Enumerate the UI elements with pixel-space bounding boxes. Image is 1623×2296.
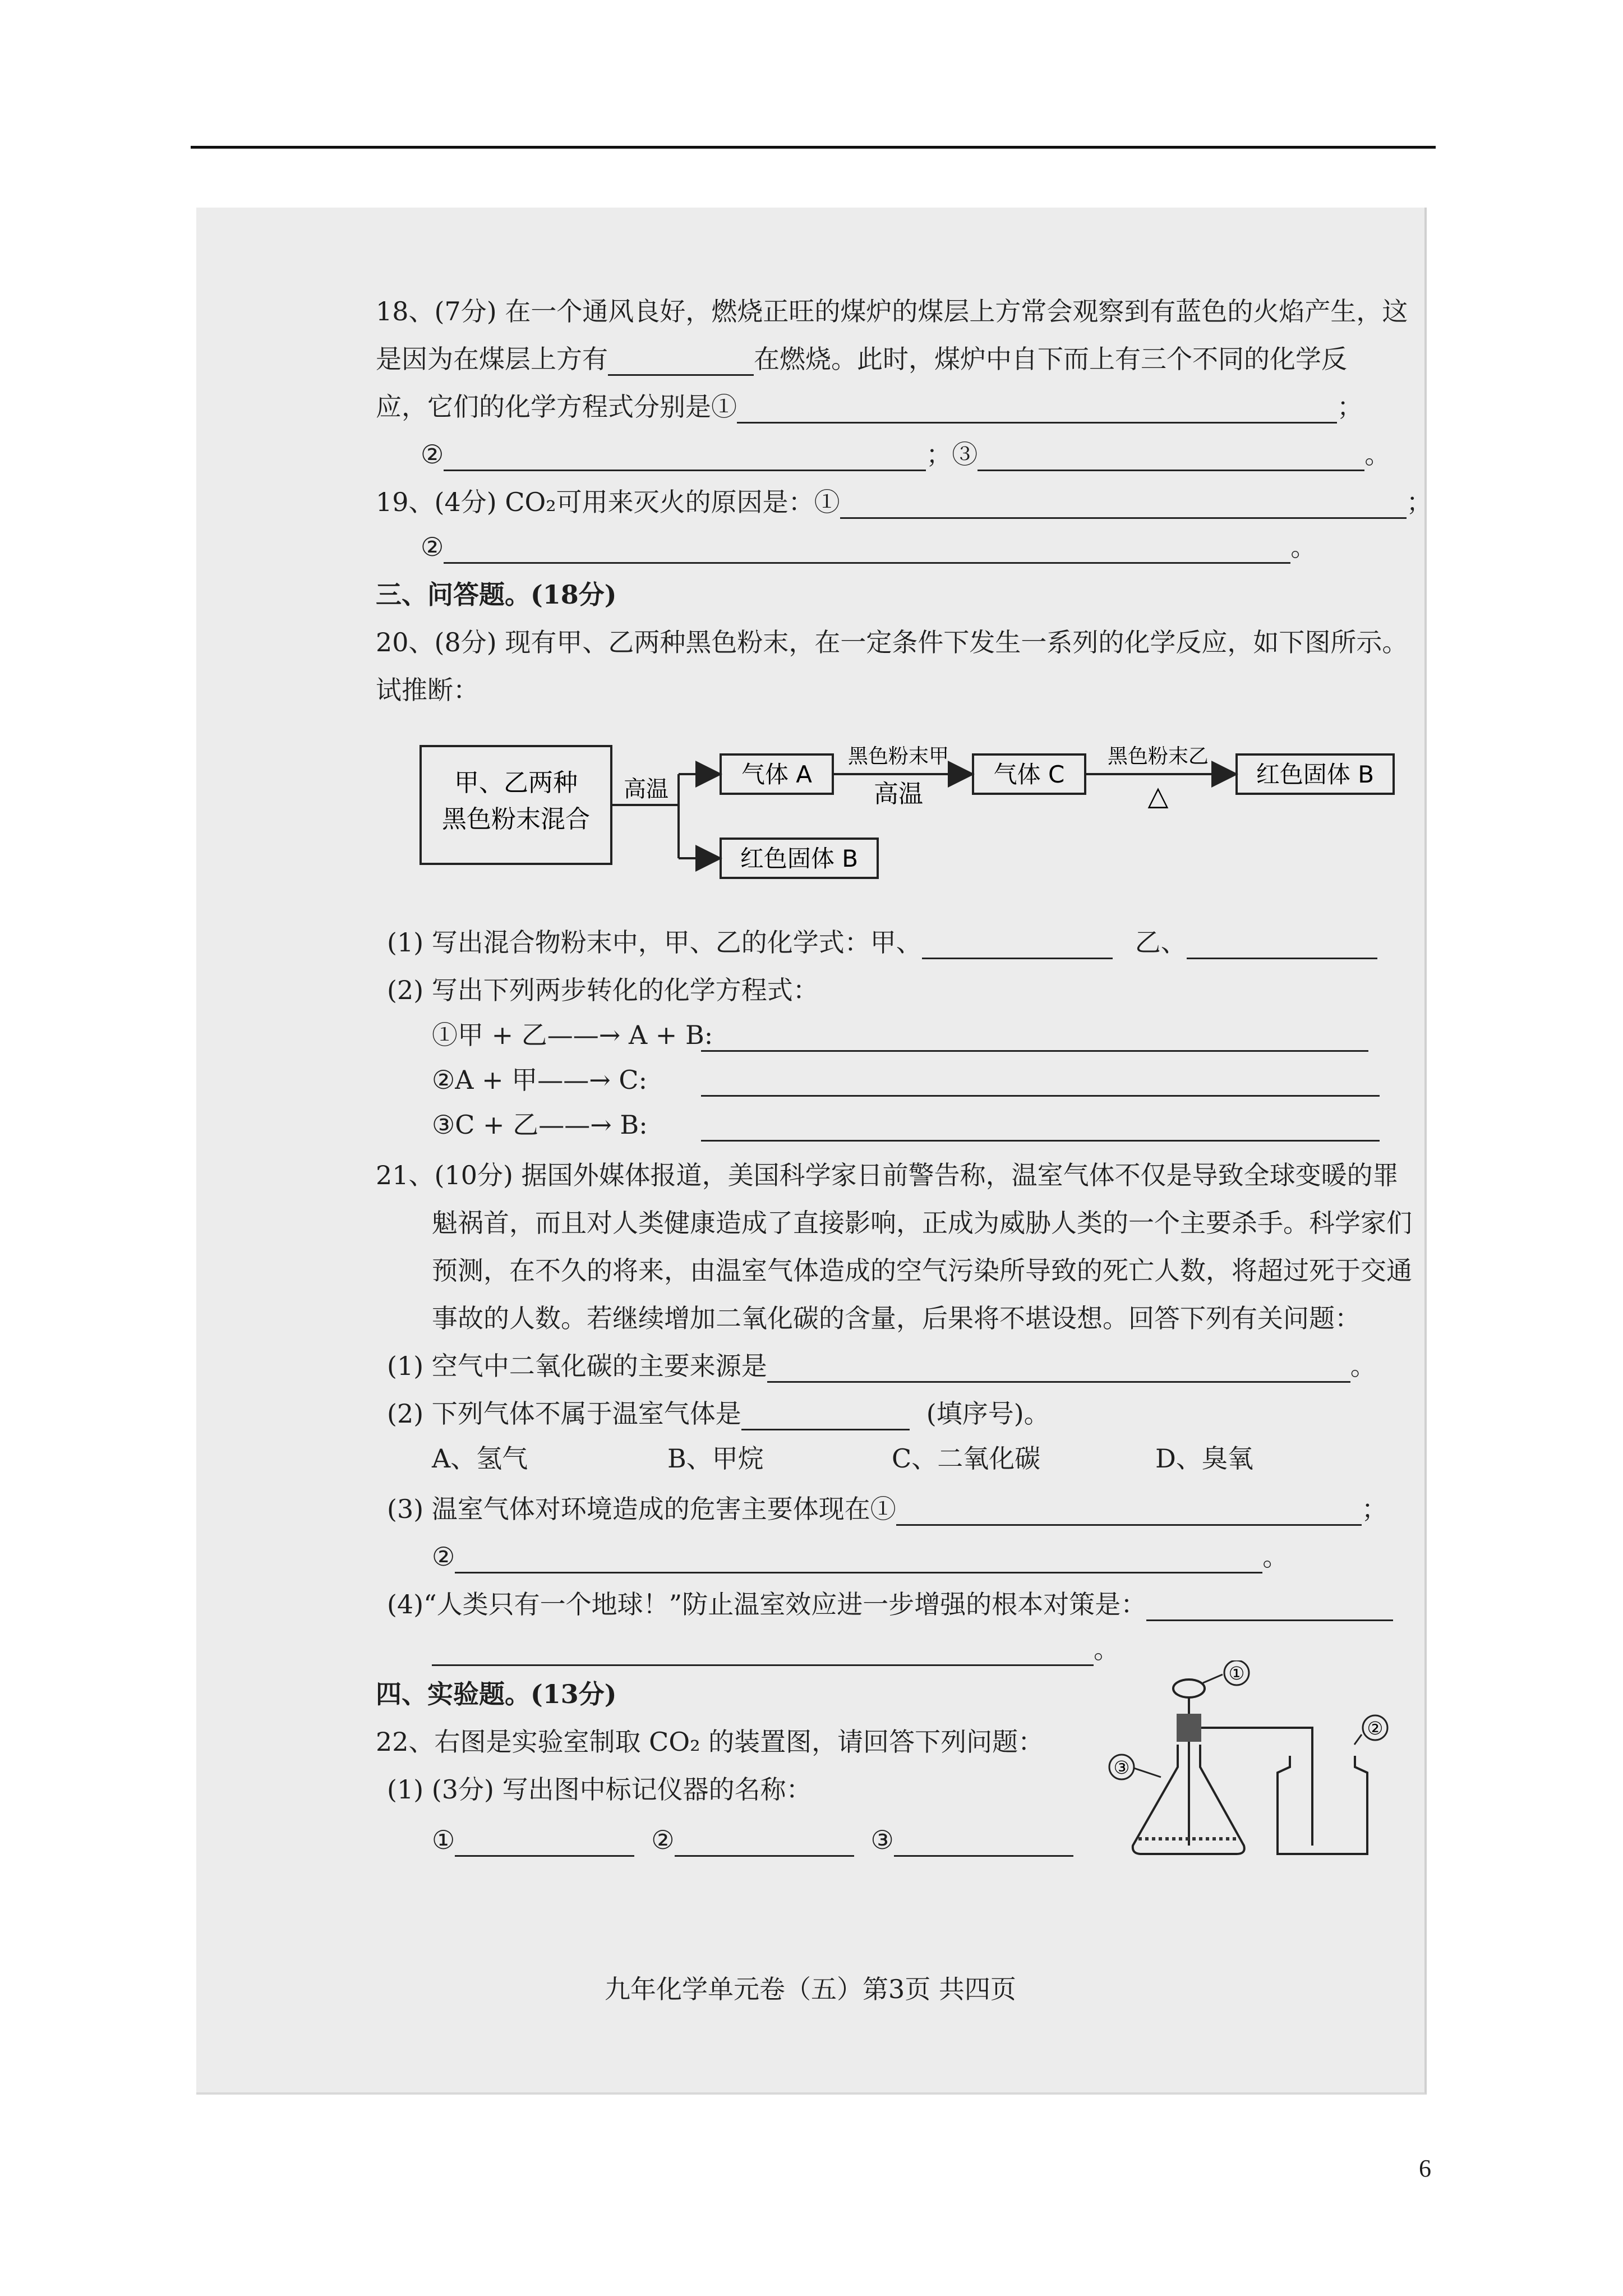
high-temp-label: 高温 [624,776,668,802]
section-3-heading: 三、问答题。(18分) [376,579,617,610]
apparatus-svg [1099,1660,1391,1874]
answer-blank[interactable] [737,396,1337,424]
punct: 。 [1364,439,1391,470]
eq-text: ③C + 乙——→ B: [432,1110,648,1140]
black-powder-jia-label: 黑色粉末甲 [847,745,949,768]
answer-blank[interactable] [444,444,926,471]
answer-blank[interactable] [432,1639,1094,1666]
funnel-icon [1173,1680,1205,1697]
answer-blank[interactable] [894,1829,1073,1857]
punct: ； [1337,392,1363,422]
q18-line3 [376,390,1363,424]
option-b: B、甲烷 [667,1443,764,1474]
q22-line1: 22、右图是实验室制取 CO₂ 的装置图，请回答下列问题： [376,1727,1044,1757]
q18-text: 在燃烧。此时，煤炉中自下而上有三个不同的化学反 [754,344,1347,374]
q21-p2: 魁祸首，而且对人类健康造成了直接影响，正成为威胁人类的一个主要杀手。科学家们 [432,1208,1412,1238]
circled-3: ③ [870,1825,894,1855]
black-powder-yi-label: 黑色粉末乙 [1107,745,1209,768]
q18-line4 [421,438,1390,471]
section-4-heading: 四、实验题。(13分) [376,1679,617,1709]
q21-text: (1) 空气中二氧化碳的主要来源是 [387,1351,767,1381]
q21-text: (2) 下列气体不属于温室气体是 [387,1398,741,1429]
q20-eq2 [432,1063,1380,1097]
label-2: ② [1367,1718,1384,1739]
q21-p3: 预测，在不久的将来，由温室气体造成的空气污染所导致的死亡人数，将超过死于交通 [432,1255,1412,1286]
page-number: 6 [1419,2155,1431,2182]
q22-sub1: (1) (3分) 写出图中标记仪器的名称： [387,1774,812,1805]
q21-text: (填序号)。 [926,1398,1050,1429]
punct: 。 [1290,532,1317,562]
circled-1: ① [432,1825,455,1855]
answer-blank[interactable] [767,1355,1350,1383]
circled-2: ② [421,439,444,470]
answer-blank[interactable] [922,932,1113,959]
answer-blank[interactable] [978,444,1364,471]
q18-line2 [376,342,1347,376]
q20-line2: 试推断： [376,675,479,705]
circled-2: ② [432,1542,455,1572]
red-solid-b-label-2: 红色固体 B [1256,761,1375,788]
q19-line2 [421,530,1316,564]
answer-blank[interactable] [701,1024,1368,1052]
answer-blank[interactable] [840,491,1407,519]
answer-blank[interactable] [1187,932,1377,959]
q21-text: (3) 温室气体对环境造成的危害主要体现在① [387,1494,896,1524]
q20-sub2: (2) 写出下列两步转化的化学方程式： [387,975,819,1005]
q19-line1 [376,485,1432,519]
label-3: ③ [1113,1757,1130,1778]
answer-blank[interactable] [701,1069,1380,1097]
q18-line1: 18、(7分) 在一个通风良好，燃烧正旺的煤炉的煤层上方常会观察到有蓝色的火焰产生，这 [376,296,1408,326]
answer-blank[interactable] [1146,1594,1393,1621]
punct: ； [1361,1494,1387,1524]
q18-text: 是因为在煤层上方有 [376,344,608,374]
answer-blank[interactable] [741,1403,910,1430]
q20-text: 乙、 [1135,927,1187,958]
punct: 。 [1262,1542,1289,1572]
option-d: D、臭氧 [1155,1443,1253,1474]
page-footer: 九年化学单元卷（五）第3页 共四页 [605,1974,1016,2004]
answer-blank[interactable] [675,1829,854,1857]
eq-text: ②A + 甲——→ C: [432,1065,648,1095]
circled-2: ② [651,1825,675,1855]
q18-text: 应，它们的化学方程式分别是① [376,392,737,422]
q21-text: (4)“人类只有一个地球！”防止温室效应进一步增强的根本对策是： [387,1589,1147,1619]
option-c: C、二氧化碳 [892,1443,1041,1474]
answer-blank[interactable] [608,348,754,376]
option-a: A、氢气 [432,1443,528,1474]
mixture-label-2: 黑色粉末混合 [442,805,590,834]
q20-sub1 [387,926,1377,959]
answer-blank[interactable] [444,536,1290,564]
answer-blank[interactable] [701,1114,1380,1142]
q20-text: (1) 写出混合物粉末中，甲、乙的化学式：甲、 [387,927,922,958]
q21-p4: 事故的人数。若继续增加二氧化碳的含量，后果将不堪设想。回答下列有关问题： [432,1303,1361,1333]
q21-s3 [387,1492,1387,1526]
q20-line1: 20、(8分) 现有甲、乙两种黑色粉末，在一定条件下发生一系列的化学反应，如下图所示。 [376,627,1408,657]
q21-s4 [387,1588,1393,1621]
top-rule [191,146,1436,149]
circled-3: ；③ [926,439,978,470]
q20-eq1 [432,1018,1368,1052]
answer-blank[interactable] [455,1546,1262,1573]
punct: ； [1406,487,1432,517]
answer-blank[interactable] [455,1829,634,1857]
q20-eq3 [432,1108,1380,1142]
q21-options [432,1442,1253,1475]
q21-s1 [387,1349,1376,1383]
reaction-flow-diagram [415,729,1402,898]
q21-p1: 21、(10分) 据国外媒体报道，美国科学家日前警告称，温室气体不仅是导致全球变暖的罪 [376,1160,1399,1190]
red-solid-b-label-1: 红色固体 B [740,845,859,872]
stopper-icon [1177,1714,1201,1742]
answer-blank[interactable] [896,1498,1362,1526]
mixture-label-1: 甲、乙两种 [454,769,578,797]
gas-a-label: 气体 A [741,761,813,788]
punct: 。 [1350,1351,1376,1381]
q21-s2 [387,1397,1050,1430]
co2-apparatus-diagram [1099,1660,1391,1874]
circled-2: ② [421,532,444,562]
punct: 。 [1094,1634,1119,1664]
gas-jar-icon [1278,1756,1367,1854]
q21-s3b [432,1540,1288,1573]
delivery-tube [1201,1728,1312,1846]
heat-delta-label: △ [1147,780,1169,812]
gas-c-label: 气体 C [993,761,1065,788]
high-temp-label-2: 高温 [874,780,923,808]
label-1: ① [1228,1663,1245,1684]
q21-s4b [432,1632,1119,1666]
q22-blanks [432,1823,1073,1857]
q19-text: 19、(4分) CO₂可用来灭火的原因是：① [376,487,840,517]
eq-text: ①甲 + 乙——→ A + B: [432,1020,713,1050]
reaction-flow-svg [415,729,1402,898]
